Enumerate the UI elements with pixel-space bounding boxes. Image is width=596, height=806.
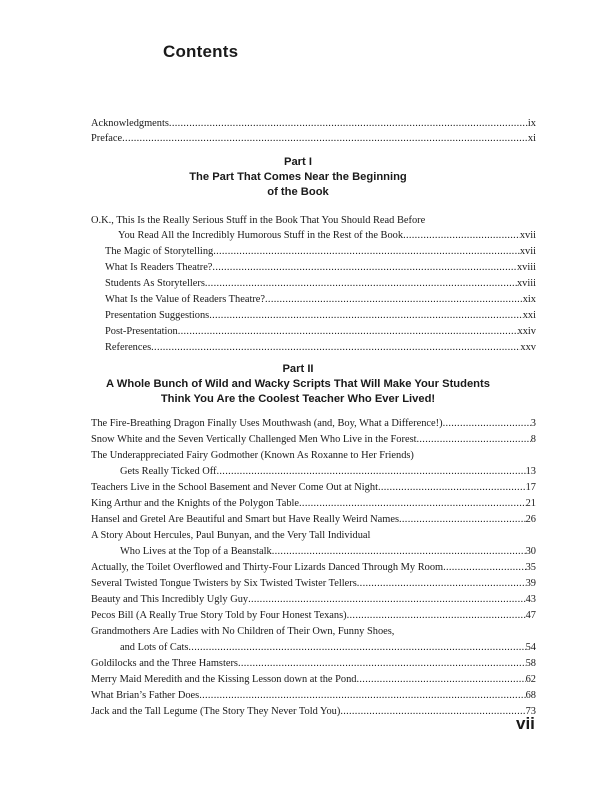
dot-leader [199, 689, 525, 703]
toc-entry-page: 13 [525, 466, 536, 477]
toc-entry-page: xxiv [517, 326, 536, 337]
toc-entry-title: References [105, 342, 152, 353]
dot-leader [443, 417, 531, 431]
dot-leader [169, 117, 528, 131]
toc-entry [118, 229, 536, 243]
toc-entry [105, 277, 536, 291]
toc-entry-title: Merry Maid Meredith and the Kissing Lesson down at the Pond [91, 674, 357, 685]
toc-entry-page: xxi [522, 310, 536, 321]
toc-entry-page: 8 [530, 434, 536, 445]
toc-entry-title: Post-Presentation [105, 326, 178, 337]
toc-entry [91, 513, 536, 527]
dot-leader [205, 277, 517, 291]
toc-entry-continuation: and Lots of Cats [120, 642, 189, 653]
dot-leader [399, 513, 526, 527]
part-2-title-line2: Think You Are the Coolest Teacher Who Ever Lived! [160, 393, 436, 405]
dot-leader [417, 433, 531, 447]
toc-entry [105, 293, 536, 307]
toc-entry-page: 43 [525, 594, 536, 605]
toc-entry [91, 497, 536, 511]
dot-leader [213, 245, 520, 259]
toc-entry-title: King Arthur and the Knights of the Polygon Table [91, 498, 300, 509]
toc-entry [91, 593, 536, 607]
toc-entry-title: The Fire-Breathing Dragon Finally Uses Mouthwash (and, Boy, What a Difference!) [91, 418, 443, 429]
toc-entry-page: 54 [525, 642, 536, 653]
toc-entry-title: Hansel and Gretel Are Beautiful and Smart but Have Really Weird Names [91, 514, 399, 525]
dot-leader [403, 229, 520, 243]
toc-entry-page: 3 [530, 418, 536, 429]
toc-entry-continuation: Gets Really Ticked Off [120, 466, 217, 477]
toc-entry [120, 465, 536, 479]
dot-leader [357, 673, 526, 687]
toc-entry-title: The Underappreciated Fairy Godmother (Known As Roxanne to Her Friends) [91, 450, 414, 461]
toc-entry-page: xix [522, 294, 536, 305]
toc-entry [105, 341, 536, 355]
toc-entry [91, 609, 536, 623]
dot-leader [178, 325, 518, 339]
toc-entry-page: 21 [525, 498, 536, 509]
toc-entry-page: 26 [525, 514, 536, 525]
toc-entry-title: Preface [91, 133, 123, 144]
toc-entry-title: Pecos Bill (A Really True Story Told by Four Honest Texans) [91, 610, 347, 621]
toc-entry-title: Goldilocks and the Three Hamsters [91, 658, 238, 669]
toc-entry [91, 657, 536, 671]
toc-entry-title: Snow White and the Seven Vertically Challenged Men Who Live in the Forest [91, 434, 417, 445]
toc-entry-page: xxv [520, 342, 536, 353]
toc-entry [105, 261, 536, 275]
dot-leader [443, 561, 526, 575]
part-1-label: Part I [284, 156, 312, 168]
toc-entry [91, 705, 536, 719]
toc-entry-title: A Story About Hercules, Paul Bunyan, and the Very Tall Individual [91, 530, 371, 541]
toc-entry [105, 309, 536, 323]
toc-entry-page: xvii [519, 230, 536, 241]
toc-entry-title: Students As Storytellers [105, 278, 205, 289]
toc-entry [120, 545, 536, 559]
toc-entry-page: 58 [525, 658, 536, 669]
toc-entry-page: 68 [525, 690, 536, 701]
contents-heading: Contents [163, 42, 239, 61]
dot-leader [340, 705, 525, 719]
toc-entry-page: xvii [519, 246, 536, 257]
toc-entry-page: 35 [525, 562, 536, 573]
toc-entry [91, 689, 536, 703]
toc-entry-page: 62 [525, 674, 536, 685]
toc-entry-page: ix [527, 118, 536, 129]
toc-entry [105, 325, 536, 339]
toc-entry-title: Grandmothers Are Ladies with No Children of Their Own, Funny Shoes, [91, 626, 395, 637]
part-2-label: Part II [282, 363, 314, 375]
dot-leader [217, 465, 526, 479]
toc-entry [91, 433, 536, 447]
toc-entry-title: Acknowledgments [91, 118, 169, 129]
toc-entry [120, 641, 536, 655]
toc-entry-title: Presentation Suggestions [105, 310, 210, 321]
part-1-title-line1: The Part That Comes Near the Beginning [189, 171, 407, 183]
dot-leader [209, 309, 523, 323]
toc-entry [91, 132, 536, 146]
toc-entry-page: 73 [525, 706, 536, 717]
toc-entry-page: xviii [516, 278, 536, 289]
toc-entry-page: 47 [525, 610, 536, 621]
toc-entry-title: What Is Readers Theatre? [105, 262, 213, 273]
dot-leader [357, 577, 526, 591]
toc-entry-title: What Brian’s Father Does [91, 690, 200, 701]
toc-entry-page: xi [527, 133, 536, 144]
toc-entry-title: Several Twisted Tongue Twisters by Six Twisted Twister Tellers [91, 578, 357, 589]
toc-entry [91, 481, 536, 495]
dot-leader [378, 481, 526, 495]
dot-leader [151, 341, 520, 355]
toc-entry-title: Beauty and This Incredibly Ugly Guy [91, 594, 249, 605]
toc-entry-title: What Is the Value of Readers Theatre? [105, 294, 266, 305]
toc-entry [91, 577, 536, 591]
toc-entry-title: Jack and the Tall Legume (The Story They Never Told You) [91, 706, 341, 717]
dot-leader [299, 497, 526, 511]
dot-leader [265, 293, 523, 307]
toc-entry [91, 417, 536, 431]
part-1-title-line2: of the Book [267, 186, 329, 198]
toc-entry-title: You Read All the Incredibly Humorous Stuff in the Rest of the Book [118, 230, 404, 241]
toc-entry-page: xviii [516, 262, 536, 273]
dot-leader [272, 545, 526, 559]
dot-leader [212, 261, 517, 275]
dot-leader [188, 641, 525, 655]
toc-entry [105, 245, 536, 259]
toc-entry-page: 39 [525, 578, 536, 589]
toc-entry [91, 673, 536, 687]
toc-entry [91, 117, 536, 131]
toc-entry-title: The Magic of Storytelling [105, 246, 214, 257]
toc-entry-title: Teachers Live in the School Basement and Never Come Out at Night [91, 482, 378, 493]
part-1-intro-line1: O.K., This Is the Really Serious Stuff in the Book That You Should Read Before [91, 215, 426, 226]
toc-entry-page: 17 [525, 482, 536, 493]
dot-leader [122, 132, 528, 146]
dot-leader [347, 609, 526, 623]
page-number: vii [516, 714, 535, 733]
toc-entry-page: 30 [525, 546, 536, 557]
toc-entry-continuation: Who Lives at the Top of a Beanstalk [120, 546, 272, 557]
toc-entry-title: Actually, the Toilet Overflowed and Thirty-Four Lizards Danced Through My Room [91, 562, 444, 573]
part-2-title-line1: A Whole Bunch of Wild and Wacky Scripts That Will Make Your Students [106, 378, 490, 390]
dot-leader [248, 593, 526, 607]
toc-entry [91, 561, 536, 575]
dot-leader [238, 657, 526, 671]
